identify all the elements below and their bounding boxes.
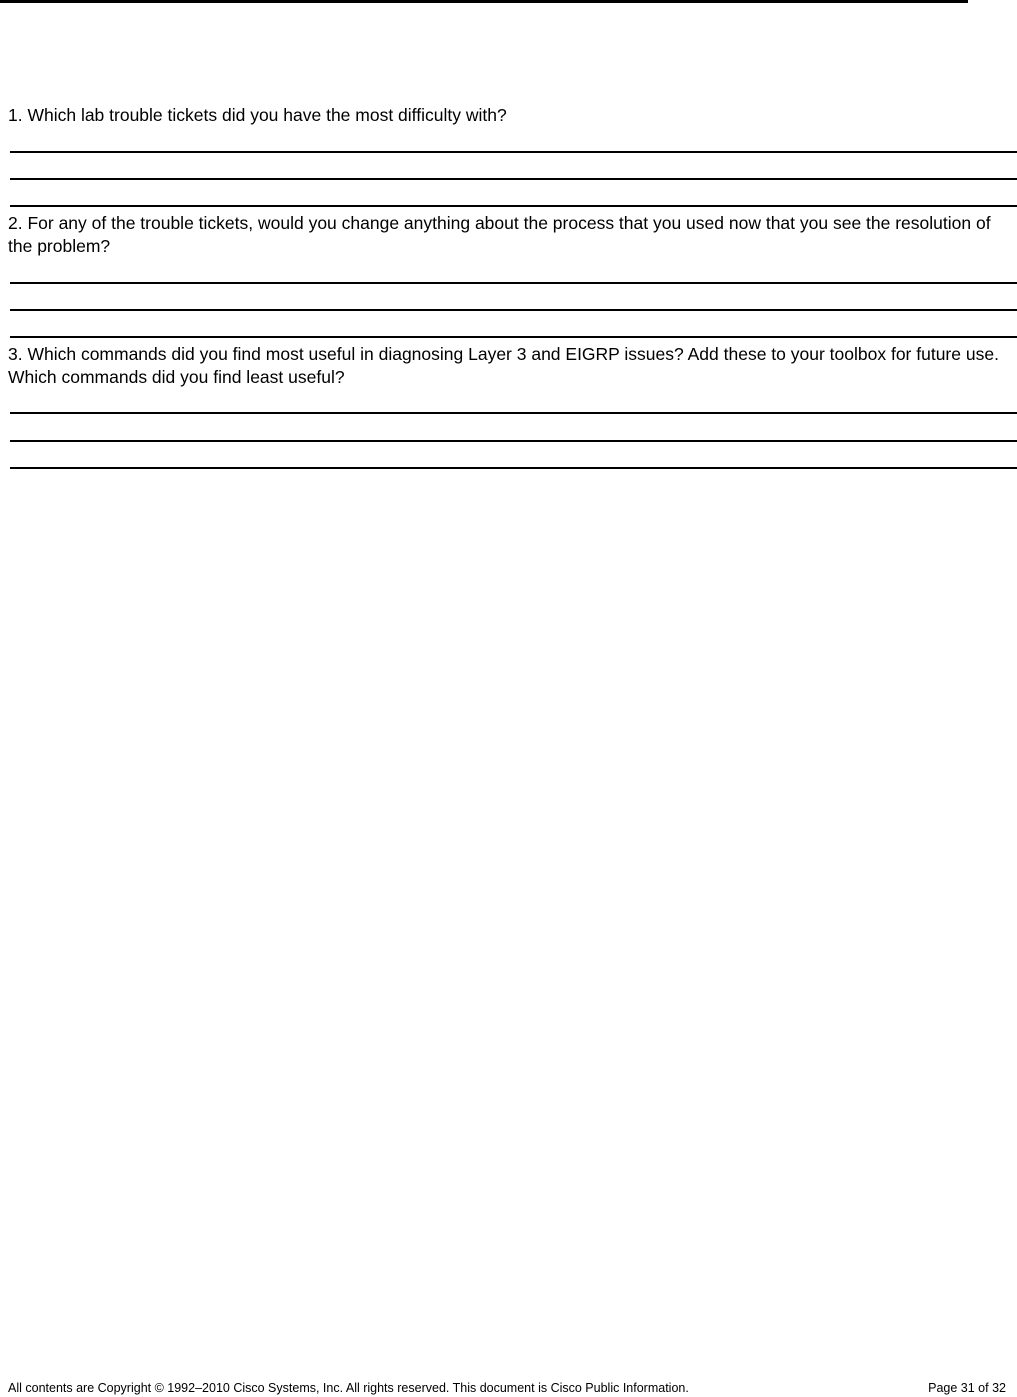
question-1-answer-line-2[interactable]: [10, 178, 1017, 180]
question-3-text: 3. Which commands did you find most useful in diagnosing Layer 3 and EIGRP issues? Add these to your toolbox for future use. Which commands did you find least useful?: [8, 344, 999, 387]
header-rule: [0, 0, 968, 3]
question-1-text: 1. Which lab trouble tickets did you have the most difficulty with?: [8, 105, 507, 125]
question-1-answer-line-3[interactable]: [10, 205, 1017, 207]
question-2-text: 2. For any of the trouble tickets, would you change anything about the process that you used now that you see the resolution of the problem?: [8, 213, 991, 256]
page-number: Page 31 of 32: [928, 1381, 1006, 1395]
footer-copyright: All contents are Copyright © 1992–2010 Cisco Systems, Inc. All rights reserved. This document is Cisco Public Information.: [8, 1381, 689, 1395]
question-2-answer-line-3[interactable]: [10, 336, 1017, 338]
question-1-answer-line-1[interactable]: [10, 151, 1017, 153]
question-2-answer-line-2[interactable]: [10, 309, 1017, 311]
question-2-answer-line-1[interactable]: [10, 282, 1017, 284]
question-3-answer-line-1[interactable]: [10, 412, 1017, 414]
question-3-answer-line-3[interactable]: [10, 467, 1017, 469]
question-3-answer-line-2[interactable]: [10, 440, 1017, 442]
